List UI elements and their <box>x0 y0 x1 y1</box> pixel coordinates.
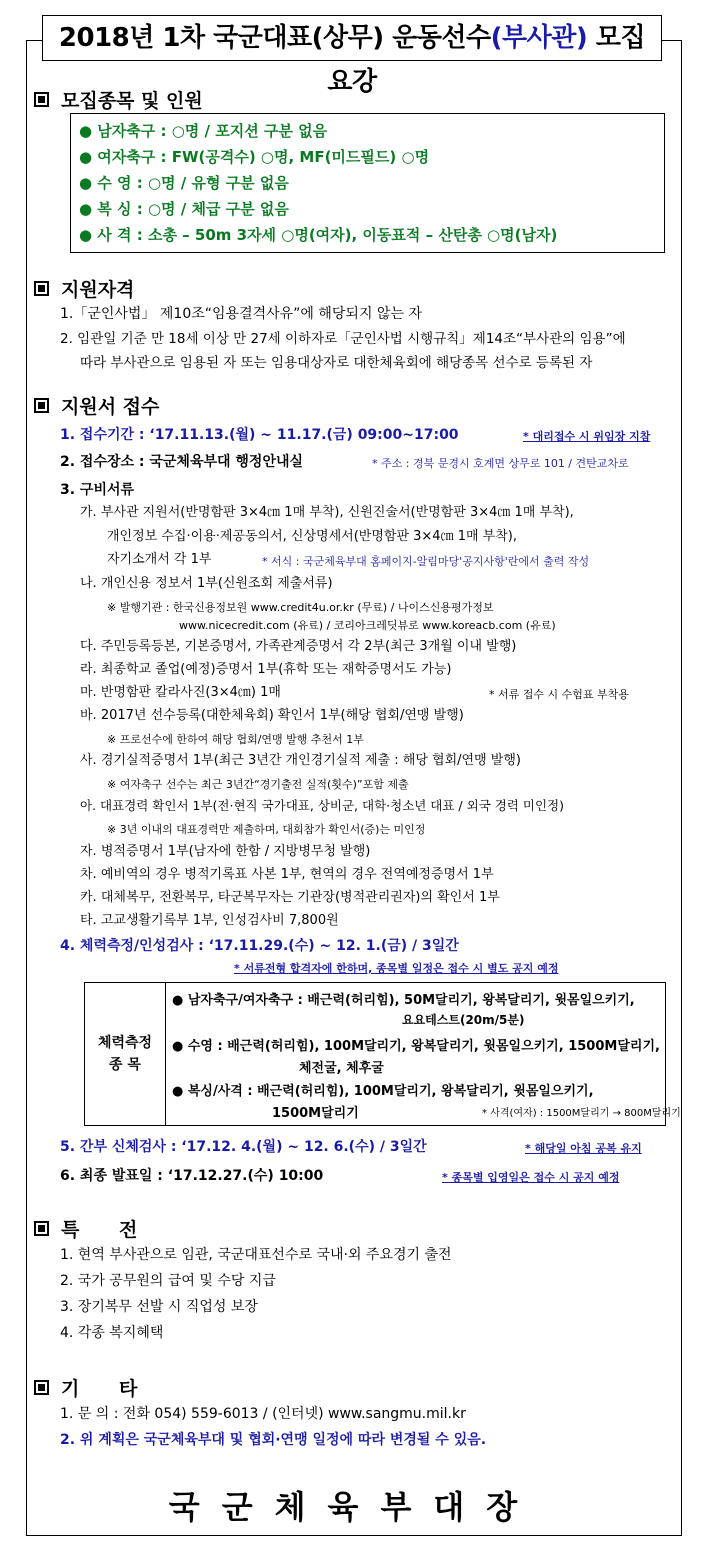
doc-item: 가. 부사관 지원서(반명함판 3×4㎝ 1매 부착), 신원진술서(반명함판 3×4㎝ 1매 부착), <box>80 505 574 520</box>
benefit-item: 4. 각종 복지혜택 <box>60 1325 164 1341</box>
doc-note: * 서류 접수 시 수험표 부착용 <box>489 688 629 701</box>
doc-item: 개인정보 수집·이용·제공동의서, 신상명세서(반명함판 3×4㎝ 1매 부착), <box>107 529 517 544</box>
apply-medical-note: * 해당일 아침 공복 유지 <box>525 1142 642 1155</box>
footer-signature: 국군체육부대장 <box>168 1488 540 1526</box>
section-recruit: 모집종목 및 인원 <box>34 86 203 113</box>
doc-note: www.nicecredit.com (유료) / 코리아크레딧뷰로 www.koreacb.com (유료) <box>179 619 556 632</box>
doc-item: 아. 대표경력 확인서 1부(전·현직 국가대표, 상비군, 대학·청소년 대표 / 외국 경력 미인정) <box>80 798 564 813</box>
square-bullet-icon <box>34 1221 49 1236</box>
apply-period: 1. 접수기간 : ‘17.11.13.(월) ~ 11.17.(금) 09:00~17:00 <box>60 427 459 443</box>
etc-item: 2. 위 계획은 국군체육부대 및 협회·연맹 일정에 따라 변경될 수 있음. <box>60 1432 487 1448</box>
doc-note: ※ 3년 이내의 대표경력만 제출하며, 대회참가 확인서(증)는 미인정 <box>107 823 426 836</box>
etc-item: 1. 문 의 : 전화 054) 559-6013 / (인터넷) www.sangmu.mil.kr <box>60 1406 466 1422</box>
fitness-row: 요요테스트(20m/5분) <box>402 1013 525 1027</box>
docs-title: 3. 구비서류 <box>60 482 135 498</box>
section-etc: 기 타 <box>34 1374 137 1401</box>
doc-note: ※ 여자축구 선수는 최근 3년간“경기출전 실적(횟수)”포함 제출 <box>107 778 409 791</box>
square-bullet-icon <box>34 398 49 413</box>
fitness-row: ● 복싱/사격 : 배근력(허리힘), 100M달리기, 왕복달리기, 윗몸일으키기, <box>172 1084 594 1099</box>
section-apply: 지원서 접수 <box>34 392 159 419</box>
apply-test-note: * 서류전형 합격자에 한하며, 종목별 일정은 접수 시 별도 공지 예정 <box>234 962 559 975</box>
fitness-table-body <box>166 983 681 1125</box>
recruit-item: ● 사 격 : 소총 – 50m 3자세 ○명(여자), 이동표적 – 산탄총 ○명(남자) <box>79 226 558 244</box>
apply-final-note: * 종목별 입영일은 접수 시 공지 예정 <box>442 1171 620 1184</box>
recruit-item: ● 복 싱 : ○명 / 체급 구분 없음 <box>79 200 289 218</box>
doc-item: 나. 개인신용 정보서 1부(신원조회 제출서류) <box>80 576 333 591</box>
benefit-item: 3. 장기복무 선발 시 직업성 보장 <box>60 1299 258 1315</box>
apply-period-note: * 대리접수 시 위임장 지참 <box>523 430 651 443</box>
doc-note: * 서식 : 국군체육부대 홈페이지-알림마당'공지사항'란에서 출력 작성 <box>262 555 590 568</box>
qual-item: 1.「군인사법」 제10조“임용결격사유”에 해당되지 않는 자 <box>60 306 422 322</box>
square-bullet-icon <box>34 1380 49 1395</box>
doc-item: 자. 병적증명서 1부(남자에 한함 / 지방병무청 발행) <box>80 844 371 859</box>
fitness-note: * 사격(여자) : 1500M달리기 → 800M달리기 <box>482 1108 681 1119</box>
recruit-item: ● 수 영 : ○명 / 유형 구분 없음 <box>79 174 289 192</box>
benefit-item: 2. 국가 공무원의 급여 및 수당 지급 <box>60 1273 276 1289</box>
doc-item: 차. 예비역의 경우 병적기록표 사본 1부, 현역의 경우 전역예정증명서 1부 <box>80 867 494 882</box>
square-bullet-icon <box>34 92 49 107</box>
doc-item: 다. 주민등록등본, 기본증명서, 가족관계증명서 각 2부(최근 3개월 이내 발행) <box>80 639 517 654</box>
section-benefit: 특 전 <box>34 1215 137 1242</box>
doc-item: 자기소개서 각 1부 <box>107 552 212 567</box>
doc-item: 타. 고교생활기록부 1부, 인성검사비 7,800원 <box>80 913 339 928</box>
recruit-item: ● 여자축구 : FW(공격수) ○명, MF(미드필드) ○명 <box>79 148 430 166</box>
doc-item: 카. 대체복무, 전환복무, 타군복무자는 기관장(병적관리권자)의 확인서 1부 <box>80 890 500 905</box>
doc-item: 라. 최종학교 졸업(예정)증명서 1부(휴학 또는 재학증명서도 가능) <box>80 662 452 677</box>
fitness-row: 1500M달리기 <box>272 1106 359 1121</box>
apply-place-note: * 주소 : 경북 문경시 호계면 상무로 101 / 견탄교차로 <box>372 457 629 470</box>
apply-test: 4. 체력측정/인성검사 : ‘17.11.29.(수) ~ 12. 1.(금) / 3일간 <box>60 938 459 954</box>
apply-place: 2. 접수장소 : 국군체육부대 행정안내실 <box>60 454 304 470</box>
benefit-item: 1. 현역 부사관으로 임관, 국군대표선수로 국내·외 주요경기 출전 <box>60 1247 452 1263</box>
doc-item: 사. 경기실적증명서 1부(최근 3년간 개인경기실적 제출 : 해당 협회/연맹 발행) <box>80 753 521 768</box>
apply-medical: 5. 간부 신체검사 : ‘17.12. 4.(월) ~ 12. 6.(수) / 3일간 <box>60 1139 427 1155</box>
fitness-row: ● 수영 : 배근력(허리힘), 100M달리기, 왕복달리기, 윗몸일으키기, 1500M달리기, <box>172 1039 660 1054</box>
doc-item: 바. 2017년 선수등록(대한체육회) 확인서 1부(해당 협회/연맹 발행) <box>80 708 464 723</box>
section-qualification: 지원자격 <box>34 275 134 302</box>
fitness-row: 체전굴, 체후굴 <box>299 1061 384 1076</box>
page-title: 2018년 1차 국군대표(상무) 운동선수(부사관) 모집 요강 <box>42 15 662 61</box>
recruit-box <box>70 113 665 253</box>
fitness-table <box>84 982 681 1126</box>
qual-item: 따라 부사관으로 임용된 자 또는 임용대상자로 대한체육회에 해당종목 선수로 등록된 자 <box>80 355 593 371</box>
qual-item: 2. 임관일 기준 만 18세 이상 만 27세 이하자로「군인사법 시행규칙」제14조“부사관의 임용”에 <box>60 331 626 347</box>
doc-note: ※ 프로선수에 한하여 해당 협회/연맹 발행 추천서 1부 <box>107 733 364 746</box>
doc-note: ※ 발행기관 : 한국신용정보원 www.credit4u.or.kr (무료) / 나이스신용평가정보 <box>107 601 494 614</box>
apply-final: 6. 최종 발표일 : ‘17.12.27.(수) 10:00 <box>60 1168 324 1184</box>
fitness-table-head: 체력측정 종 목 <box>85 983 166 1125</box>
doc-item: 마. 반명함판 칼라사진(3×4㎝) 1매 <box>80 685 281 700</box>
recruit-item: ● 남자축구 : ○명 / 포지션 구분 없음 <box>79 122 328 140</box>
fitness-row: ● 남자축구/여자축구 : 배근력(허리힘), 50M달리기, 왕복달리기, 윗몸일으키기, <box>172 993 635 1008</box>
square-bullet-icon <box>34 281 49 296</box>
